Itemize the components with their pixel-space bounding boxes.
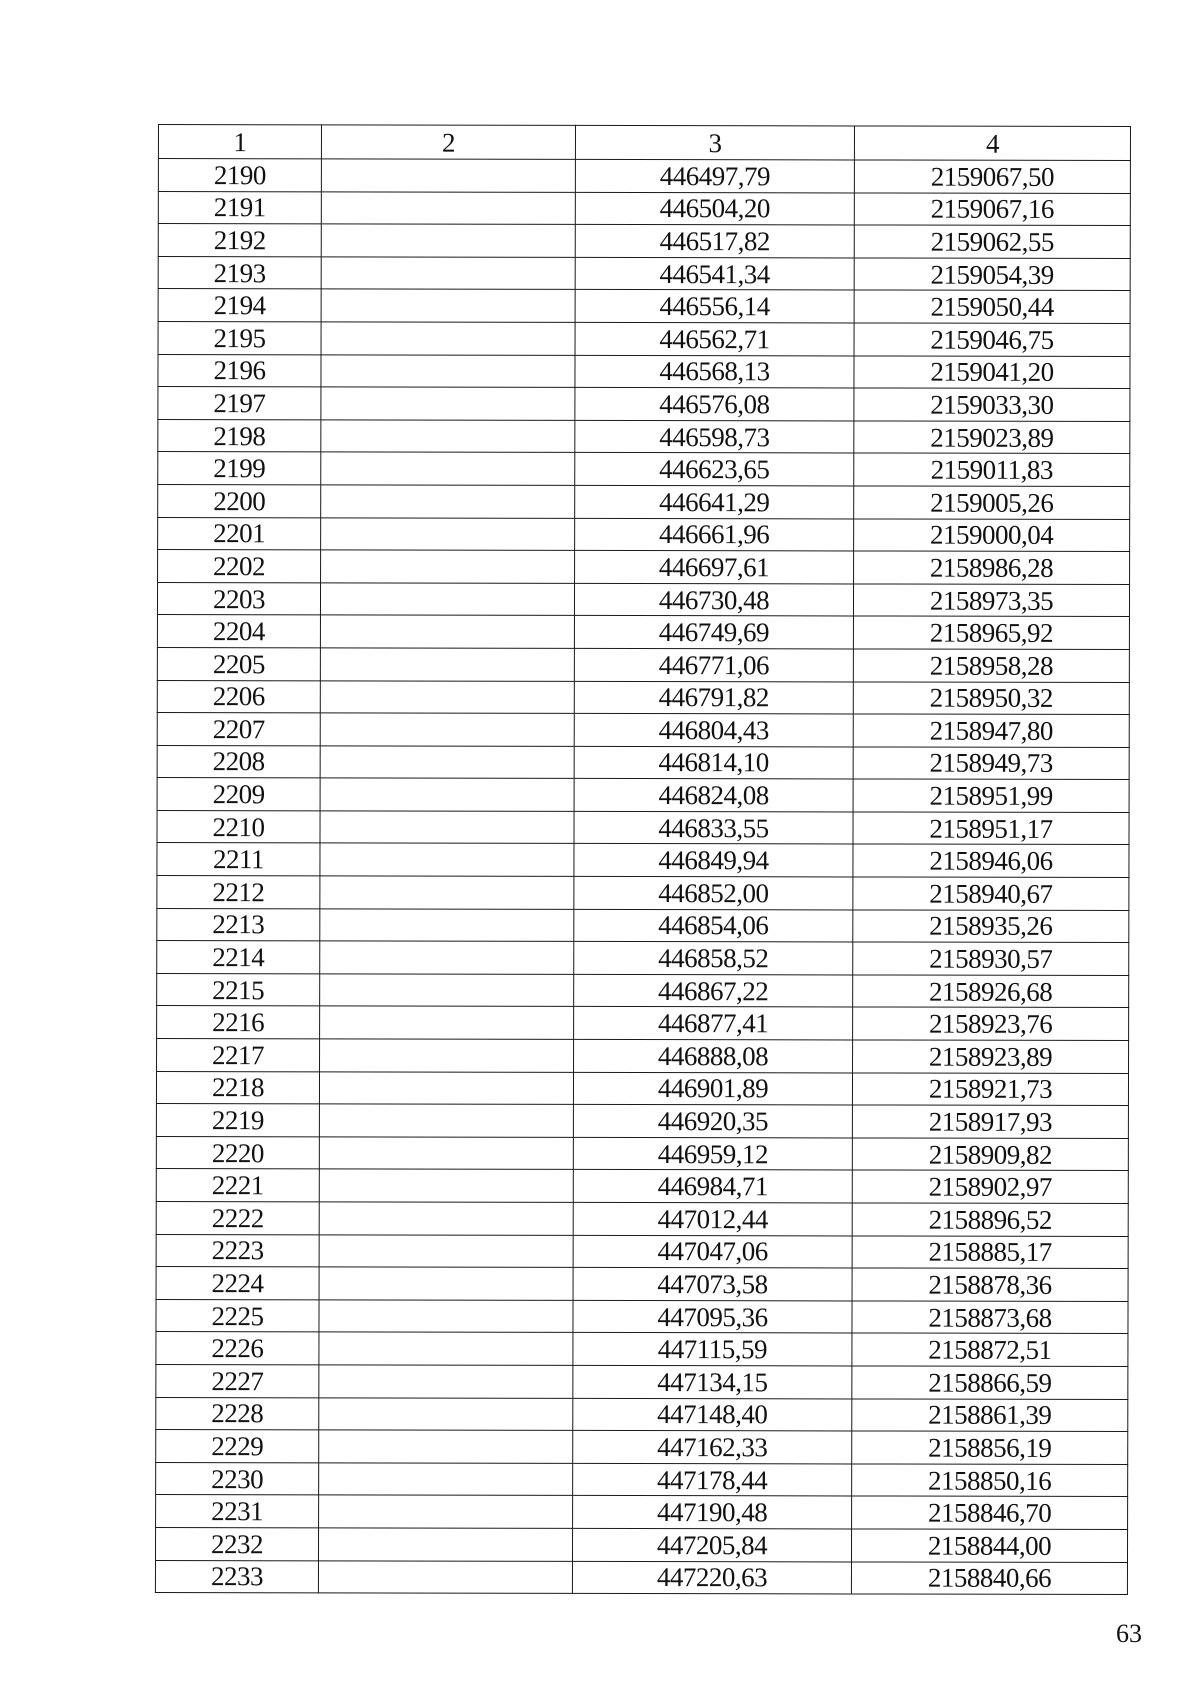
point-number-cell: 2191 xyxy=(158,191,321,224)
point-number-cell: 2223 xyxy=(156,1234,319,1267)
x-coordinate-cell: 446641,29 xyxy=(575,485,854,518)
point-number-cell: 2197 xyxy=(158,387,321,420)
table-row xyxy=(158,387,1130,422)
table-row xyxy=(158,550,1130,585)
y-coordinate-cell: 2159005,26 xyxy=(854,486,1130,519)
col-2-cell xyxy=(319,1495,573,1528)
point-number-cell: 2209 xyxy=(157,778,320,811)
table-row xyxy=(156,1234,1128,1269)
point-number-cell: 2208 xyxy=(157,745,320,778)
table-row xyxy=(158,452,1130,487)
point-number-cell: 2229 xyxy=(156,1430,319,1463)
point-number-cell: 2231 xyxy=(156,1495,319,1528)
table-row xyxy=(156,1201,1128,1236)
x-coordinate-cell: 446517,82 xyxy=(575,225,854,258)
table-row xyxy=(157,745,1129,780)
col-2-cell xyxy=(321,224,575,257)
col-2-cell xyxy=(321,517,575,550)
y-coordinate-cell: 2158935,26 xyxy=(853,910,1129,943)
point-number-cell: 2228 xyxy=(156,1397,319,1430)
point-number-cell: 2221 xyxy=(156,1169,319,1202)
x-coordinate-cell: 446623,65 xyxy=(575,453,854,486)
y-coordinate-cell: 2158951,99 xyxy=(853,779,1129,812)
x-coordinate-cell: 446849,94 xyxy=(574,844,853,877)
point-number-cell: 2222 xyxy=(156,1201,319,1234)
x-coordinate-cell: 446556,14 xyxy=(575,290,854,323)
col-2-cell xyxy=(321,289,575,322)
table-row xyxy=(156,1104,1128,1139)
table-row xyxy=(157,778,1129,813)
table-row xyxy=(157,582,1129,617)
table-row xyxy=(157,973,1129,1008)
y-coordinate-cell: 2158840,66 xyxy=(851,1561,1127,1594)
point-number-cell: 2192 xyxy=(158,224,321,257)
x-coordinate-cell: 446504,20 xyxy=(575,192,854,225)
y-coordinate-cell: 2159000,04 xyxy=(854,518,1130,551)
point-number-cell: 2200 xyxy=(158,484,321,517)
table-row xyxy=(157,941,1129,976)
col-2-cell xyxy=(320,648,574,681)
point-number-cell: 2219 xyxy=(156,1104,319,1137)
y-coordinate-cell: 2158896,52 xyxy=(852,1203,1128,1236)
col-2-cell xyxy=(319,1137,573,1170)
col-2-cell xyxy=(319,1267,573,1300)
table-row xyxy=(156,1267,1128,1302)
point-number-cell: 2225 xyxy=(156,1299,319,1332)
x-coordinate-cell: 447134,15 xyxy=(573,1365,852,1398)
y-coordinate-cell: 2158878,36 xyxy=(852,1268,1128,1301)
y-coordinate-cell: 2158923,76 xyxy=(853,1007,1129,1040)
table-row xyxy=(156,1397,1128,1432)
y-coordinate-cell: 2158947,80 xyxy=(853,714,1129,747)
y-coordinate-cell: 2158926,68 xyxy=(853,975,1129,1008)
table-row xyxy=(158,517,1130,552)
x-coordinate-cell: 446661,96 xyxy=(575,518,854,551)
col-2-cell xyxy=(319,1169,573,1202)
header-col-3: 3 xyxy=(575,125,854,160)
col-2-cell xyxy=(320,615,574,648)
table-row xyxy=(157,647,1129,682)
col-2-cell xyxy=(319,1104,573,1137)
x-coordinate-cell: 446984,71 xyxy=(573,1170,852,1203)
x-coordinate-cell: 447205,84 xyxy=(572,1528,851,1561)
y-coordinate-cell: 2158917,93 xyxy=(852,1105,1128,1138)
x-coordinate-cell: 447012,44 xyxy=(573,1202,852,1235)
point-number-cell: 2195 xyxy=(158,321,321,354)
point-number-cell: 2207 xyxy=(157,713,320,746)
point-number-cell: 2202 xyxy=(158,550,321,583)
col-2-cell xyxy=(320,843,574,876)
y-coordinate-cell: 2159054,39 xyxy=(854,258,1130,291)
point-number-cell: 2210 xyxy=(157,810,320,843)
x-coordinate-cell: 447047,06 xyxy=(573,1235,852,1268)
table-row xyxy=(157,1039,1129,1074)
col-2-cell xyxy=(320,746,574,779)
col-2-cell xyxy=(318,1560,572,1593)
x-coordinate-cell: 446541,34 xyxy=(575,257,854,290)
table-row xyxy=(156,1136,1128,1171)
col-2-cell xyxy=(321,191,575,224)
point-number-cell: 2190 xyxy=(158,159,321,192)
x-coordinate-cell: 446901,89 xyxy=(573,1072,852,1105)
point-number-cell: 2230 xyxy=(156,1462,319,1495)
y-coordinate-cell: 2158846,70 xyxy=(852,1496,1128,1529)
y-coordinate-cell: 2159067,16 xyxy=(854,193,1130,226)
col-2-cell xyxy=(321,354,575,387)
y-coordinate-cell: 2158902,97 xyxy=(852,1170,1128,1203)
col-2-cell xyxy=(319,1300,573,1333)
y-coordinate-cell: 2159067,50 xyxy=(854,160,1130,193)
col-2-cell xyxy=(321,159,575,192)
table-header xyxy=(158,125,1130,161)
y-coordinate-cell: 2159046,75 xyxy=(854,323,1130,356)
table-row xyxy=(157,1006,1129,1041)
coordinates-table xyxy=(155,124,1131,1595)
x-coordinate-cell: 446877,41 xyxy=(574,1007,853,1040)
y-coordinate-cell: 2158850,16 xyxy=(852,1464,1128,1497)
x-coordinate-cell: 446833,55 xyxy=(574,811,853,844)
table-row xyxy=(156,1364,1128,1399)
point-number-cell: 2211 xyxy=(157,843,320,876)
col-2-cell xyxy=(320,811,574,844)
col-2-cell xyxy=(319,1463,573,1496)
x-coordinate-cell: 446730,48 xyxy=(574,583,853,616)
point-number-cell: 2214 xyxy=(157,941,320,974)
x-coordinate-cell: 446854,06 xyxy=(574,909,853,942)
table-row xyxy=(157,908,1129,943)
x-coordinate-cell: 447115,59 xyxy=(573,1333,852,1366)
col-2-cell xyxy=(321,257,575,290)
x-coordinate-cell: 447073,58 xyxy=(573,1268,852,1301)
table-row xyxy=(158,484,1130,519)
point-number-cell: 2194 xyxy=(158,289,321,322)
y-coordinate-cell: 2158856,19 xyxy=(852,1431,1128,1464)
point-number-cell: 2205 xyxy=(157,647,320,680)
col-2-cell xyxy=(321,420,575,453)
col-2-cell xyxy=(319,1234,573,1267)
y-coordinate-cell: 2158986,28 xyxy=(854,551,1130,584)
y-coordinate-cell: 2158950,32 xyxy=(853,681,1129,714)
table-row xyxy=(158,224,1130,259)
point-number-cell: 2215 xyxy=(157,973,320,1006)
point-number-cell: 2204 xyxy=(157,615,320,648)
y-coordinate-cell: 2158930,57 xyxy=(853,942,1129,975)
col-2-cell xyxy=(320,1006,574,1039)
col-2-cell xyxy=(321,550,575,583)
y-coordinate-cell: 2158866,59 xyxy=(852,1366,1128,1399)
y-coordinate-cell: 2158973,35 xyxy=(853,584,1129,617)
point-number-cell: 2213 xyxy=(157,908,320,941)
x-coordinate-cell: 446858,52 xyxy=(574,942,853,975)
table-row xyxy=(156,1332,1128,1367)
point-number-cell: 2212 xyxy=(157,876,320,909)
table-row xyxy=(158,321,1130,356)
col-2-cell xyxy=(320,583,574,616)
point-number-cell: 2201 xyxy=(158,517,321,550)
x-coordinate-cell: 446697,61 xyxy=(575,550,854,583)
x-coordinate-cell: 447095,36 xyxy=(573,1300,852,1333)
point-number-cell: 2216 xyxy=(157,1006,320,1039)
col-2-cell xyxy=(321,322,575,355)
x-coordinate-cell: 446576,08 xyxy=(575,388,854,421)
col-2-cell xyxy=(320,713,574,746)
point-number-cell: 2203 xyxy=(157,582,320,615)
col-2-cell xyxy=(319,1365,573,1398)
y-coordinate-cell: 2158921,73 xyxy=(852,1073,1128,1106)
x-coordinate-cell: 446814,10 xyxy=(574,746,853,779)
x-coordinate-cell: 447148,40 xyxy=(573,1398,852,1431)
y-coordinate-cell: 2159033,30 xyxy=(854,388,1130,421)
point-number-cell: 2220 xyxy=(156,1136,319,1169)
y-coordinate-cell: 2158872,51 xyxy=(852,1333,1128,1366)
page-number: 63 xyxy=(1116,1619,1142,1648)
point-number-cell: 2193 xyxy=(158,256,321,289)
table-row xyxy=(158,159,1130,194)
table-row xyxy=(158,256,1130,291)
col-2-cell xyxy=(320,680,574,713)
col-2-cell xyxy=(320,941,574,974)
header-col-4: 4 xyxy=(854,126,1130,161)
point-number-cell: 2217 xyxy=(157,1039,320,1072)
table-row xyxy=(155,1527,1127,1562)
y-coordinate-cell: 2158940,67 xyxy=(853,877,1129,910)
table-row xyxy=(158,289,1130,324)
table-row xyxy=(156,1462,1128,1497)
table-row xyxy=(156,1071,1128,1106)
table-row xyxy=(157,810,1129,845)
table-row xyxy=(156,1430,1128,1465)
y-coordinate-cell: 2158873,68 xyxy=(852,1301,1128,1334)
col-2-cell xyxy=(321,452,575,485)
table-row xyxy=(157,843,1129,878)
point-number-cell: 2226 xyxy=(156,1332,319,1365)
point-number-cell: 2233 xyxy=(155,1560,318,1593)
table-row xyxy=(157,713,1129,748)
y-coordinate-cell: 2159041,20 xyxy=(854,356,1130,389)
x-coordinate-cell: 446959,12 xyxy=(573,1137,852,1170)
col-2-cell xyxy=(320,876,574,909)
col-2-cell xyxy=(320,908,574,941)
y-coordinate-cell: 2158958,28 xyxy=(853,649,1129,682)
point-number-cell: 2227 xyxy=(156,1364,319,1397)
table-row xyxy=(158,191,1130,226)
table-row xyxy=(158,354,1130,389)
y-coordinate-cell: 2159023,89 xyxy=(854,421,1130,454)
col-2-cell xyxy=(321,387,575,420)
x-coordinate-cell: 446852,00 xyxy=(574,876,853,909)
x-coordinate-cell: 447162,33 xyxy=(573,1431,852,1464)
point-number-cell: 2196 xyxy=(158,354,321,387)
y-coordinate-cell: 2158844,00 xyxy=(851,1529,1127,1562)
col-2-cell xyxy=(319,1430,573,1463)
x-coordinate-cell: 446497,79 xyxy=(575,159,854,192)
header-col-1: 1 xyxy=(158,125,321,159)
table-row xyxy=(157,680,1129,715)
y-coordinate-cell: 2158923,89 xyxy=(853,1040,1129,1073)
table-row xyxy=(156,1169,1128,1204)
point-number-cell: 2198 xyxy=(158,419,321,452)
table-row xyxy=(157,876,1129,911)
x-coordinate-cell: 446867,22 xyxy=(574,974,853,1007)
y-coordinate-cell: 2158951,17 xyxy=(853,812,1129,845)
y-coordinate-cell: 2159062,55 xyxy=(854,225,1130,258)
y-coordinate-cell: 2158909,82 xyxy=(852,1138,1128,1171)
y-coordinate-cell: 2158965,92 xyxy=(853,616,1129,649)
point-number-cell: 2232 xyxy=(155,1527,318,1560)
col-2-cell xyxy=(319,1332,573,1365)
table-row xyxy=(156,1495,1128,1530)
table-body xyxy=(155,159,1130,1595)
y-coordinate-cell: 2158885,17 xyxy=(852,1236,1128,1269)
col-2-cell xyxy=(320,1039,574,1072)
x-coordinate-cell: 447220,63 xyxy=(572,1561,851,1594)
x-coordinate-cell: 446920,35 xyxy=(573,1105,852,1138)
table-row xyxy=(157,615,1129,650)
point-number-cell: 2199 xyxy=(158,452,321,485)
x-coordinate-cell: 446771,06 xyxy=(574,648,853,681)
x-coordinate-cell: 446824,08 xyxy=(574,779,853,812)
col-2-cell xyxy=(318,1528,572,1561)
col-2-cell xyxy=(319,1397,573,1430)
point-number-cell: 2218 xyxy=(156,1071,319,1104)
x-coordinate-cell: 447178,44 xyxy=(573,1463,852,1496)
col-2-cell xyxy=(319,1202,573,1235)
table-row xyxy=(158,419,1130,454)
col-2-cell xyxy=(320,974,574,1007)
header-row xyxy=(158,125,1130,161)
x-coordinate-cell: 446888,08 xyxy=(574,1039,853,1072)
x-coordinate-cell: 446791,82 xyxy=(574,681,853,714)
table-row xyxy=(155,1560,1127,1595)
x-coordinate-cell: 446804,43 xyxy=(574,713,853,746)
col-2-cell xyxy=(320,778,574,811)
point-number-cell: 2206 xyxy=(157,680,320,713)
col-2-cell xyxy=(321,485,575,518)
y-coordinate-cell: 2158861,39 xyxy=(852,1399,1128,1432)
x-coordinate-cell: 446568,13 xyxy=(575,355,854,388)
y-coordinate-cell: 2159050,44 xyxy=(854,290,1130,323)
table-row xyxy=(156,1299,1128,1334)
header-col-2: 2 xyxy=(321,125,575,160)
x-coordinate-cell: 447190,48 xyxy=(573,1496,852,1529)
x-coordinate-cell: 446749,69 xyxy=(574,616,853,649)
y-coordinate-cell: 2158949,73 xyxy=(853,747,1129,780)
x-coordinate-cell: 446562,71 xyxy=(575,322,854,355)
col-2-cell xyxy=(319,1071,573,1104)
point-number-cell: 2224 xyxy=(156,1267,319,1300)
y-coordinate-cell: 2159011,83 xyxy=(854,453,1130,486)
x-coordinate-cell: 446598,73 xyxy=(575,420,854,453)
y-coordinate-cell: 2158946,06 xyxy=(853,844,1129,877)
